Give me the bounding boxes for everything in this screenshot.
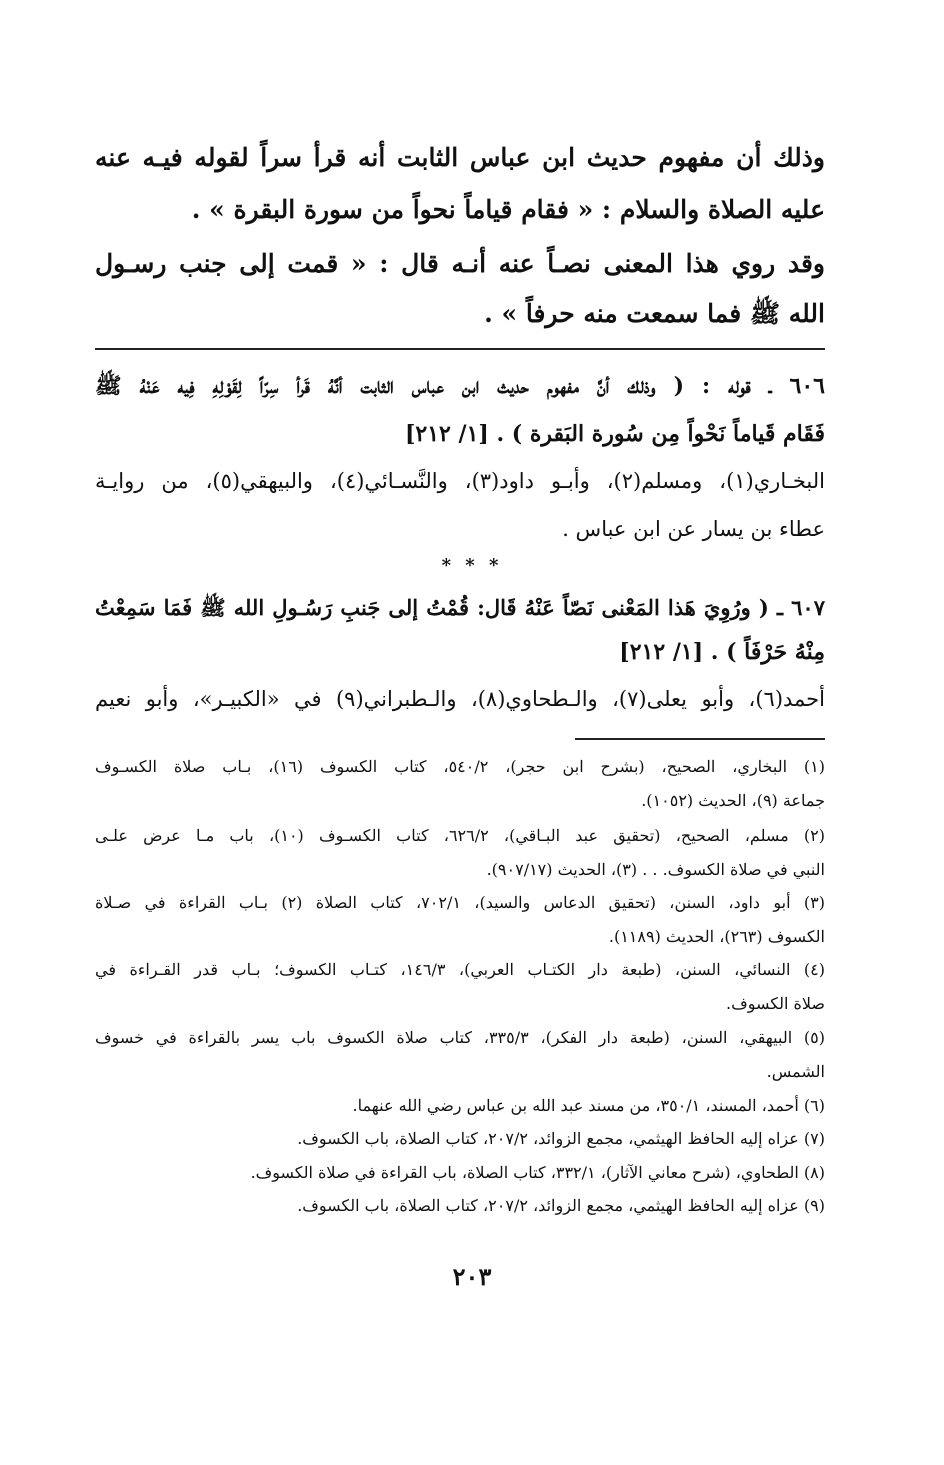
- commentary-606-line-1: ٦٠٦ ـ قوله : ( وذلك أنَّ مفهوم حديث ابن عباس الثابت أنَّهُ قَرأ سِرّاً لِقَوْلِهِ فِيه عَنْهُ ﷺ: [95, 373, 825, 399]
- section-separator-stars: * * *: [441, 555, 503, 576]
- commentary-606-line-2: فَقَام قَياماً نَحْواً مِن سُورة البَقرة ) . [١/ ٢١٢]: [404, 421, 825, 447]
- footnote-1-line-1: (١) البخاري، الصحيح، (بشرح ابن حجر)، ٥٤٠/٢، كتاب الكسوف (١٦)، بـاب صلاة الكسـوف: [95, 757, 825, 776]
- footnote-9: (٩) عزاه إليه الحافظ الهيثمي، مجمع الزوائد، ٢٠٧/٢، كتاب الصلاة، باب الكسوف.: [297, 1196, 825, 1215]
- footnote-6: (٦) أحمد، المسند، ٣٥٠/١، من مسند عبد الله بن عباس رضي الله عنهما.: [352, 1096, 825, 1115]
- main-text-line-3: وقد روي هذا المعنى نصـاً عنه أنـه قال : « قمت إلى جنب رسـول: [95, 249, 825, 278]
- main-text-line-2: عليه الصلاة والسلام : « فقام قياماً نحواً من سورة البقرة » .: [191, 195, 825, 224]
- footnote-8: (٨) الطحاوي، (شرح معاني الآثار)، ٣٣٢/١، كتاب الصلاة، باب القراءة في صلاة الكسوف.: [250, 1163, 825, 1182]
- footnote-4-line-2: صلاة الكسوف.: [726, 994, 825, 1013]
- commentary-606-sources-1: البخـاري(١)، ومسلم(٢)، وأبـو داود(٣)، والنَّسـائي(٤)، والبيهقي(٥)، من روايـة: [95, 469, 825, 493]
- footnote-rule: [575, 738, 825, 740]
- footnote-1-line-2: جماعة (٩)، الحديث (١٠٥٢).: [641, 791, 825, 810]
- page-number: ٢٠٣: [452, 1262, 492, 1291]
- footnote-7: (٧) عزاه إليه الحافظ الهيثمي، مجمع الزوائد، ٢٠٧/٢، كتاب الصلاة، باب الكسوف.: [297, 1129, 825, 1148]
- footnote-2-line-2: النبي في صلاة الكسوف. . . (٣)، الحديث (٩٠٧/١٧).: [486, 860, 825, 879]
- footnote-3-line-2: الكسوف (٢٦٣)، الحديث (١١٨٩).: [608, 927, 825, 946]
- footnote-3-line-1: (٣) أبو داود، السنن، (تحقيق الدعاس والسيد)، ٧٠٢/١، كتاب الصلاة (٢) بـاب القراءة في صـلاة: [95, 893, 825, 912]
- footnote-2-line-1: (٢) مسلم، الصحيح، (تحقيق عبد البـاقي)، ٦٢٦/٢، كتاب الكسـوف (١٠)، باب مـا عرض علـى: [95, 826, 826, 845]
- footnote-5-line-1: (٥) البيهقي، السنن، (طبعة دار الفكر)، ٣٣٥/٣، كتاب صلاة الكسوف باب يسر بالقراءة في خسوف: [95, 1028, 826, 1047]
- main-separator-rule: [95, 348, 825, 350]
- commentary-607-sources-1: أحمد(٦)، وأبو يعلى(٧)، والـطحاوي(٨)، والـطبراني(٩) في «الكبيـر»، وأبو نعيم: [95, 687, 825, 711]
- main-text-line-4: الله ﷺ فما سمعت منه حرفاً » .: [484, 299, 825, 328]
- footnote-5-line-2: الشمس.: [766, 1062, 825, 1081]
- commentary-607-line-2: مِنْهُ حَرْفَاً ) . [١/ ٢١٢]: [619, 639, 825, 665]
- footnote-4-line-1: (٤) النسائي، السنن، (طبعة دار الكتـاب العربي)، ١٤٦/٣، كتـاب الكسوف؛ بـاب قدر القـراءة في: [95, 960, 826, 979]
- commentary-607-line-1: ٦٠٧ ـ ( ورُوِيَ هَذا المَعْنى نَصّاً عَنْهُ قَال: قُمْتُ إلى جَنبِ رَسُـولِ الله ﷺ فَمَا سَمِعْتُ: [95, 595, 825, 620]
- main-text-line-1: وذلك أن مفهوم حديث ابن عباس الثابت أنه قرأ سراً لقوله فيـه عنه: [95, 143, 825, 172]
- commentary-606-sources-2: عطاء بن يسار عن ابن عباس .: [562, 517, 825, 541]
